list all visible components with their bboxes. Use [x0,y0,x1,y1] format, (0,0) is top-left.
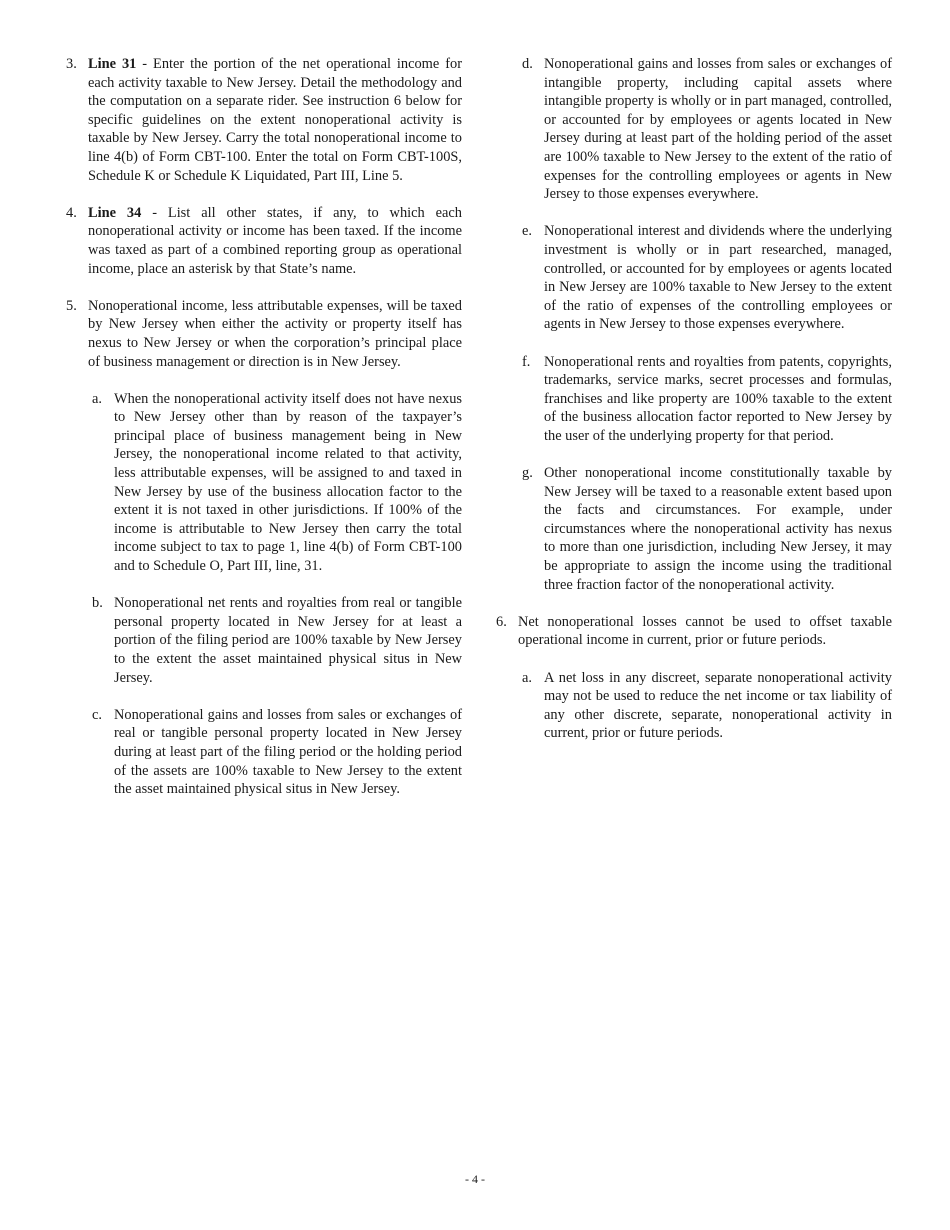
lettered-subitem [66,706,462,799]
lettered-subitem [496,353,892,446]
item-text [88,297,462,371]
left-column [66,55,462,817]
item-text [88,204,462,278]
numbered-item [66,55,462,185]
lettered-subitem [496,464,892,594]
item-body: Other nonoperational income constitutionally taxable by New Jersey will be taxed to a reasonable extent based upon the facts and circumstances. For example, under circumstances where the nonoperational activity has nexus to more than one jurisdiction, including New Jersey, it may be appropriate to assign the income using the traditional three fraction factor of the nonoperational activity. [544,465,892,593]
item-body: - Enter the portion of the net operational income for each activity taxable to New Jersey. Detail the methodology and the computation on a separate rider. See instruction 6 below for specific guidelines on the extent nonoperational activity is taxable by New Jersey. Carry the total nonoperational income to line 4(b) of Form CBT-100. Enter the total on Form CBT-100S, Schedule K or Schedule K Liquidated, Part III, Line 5. [88,56,462,184]
item-body: Nonoperational gains and losses from sales or exchanges of intangible property, including capital assets where intangible property is wholly or in part managed, controlled, or accounted for by employees or agents located in New Jersey during at least part of the holding period of the asset are 100% taxable to New Jersey to the extent of the ratio of expenses for the controlling employees or agents in New Jersey to those expenses everywhere. [544,56,892,203]
item-body: - List all other states, if any, to which each nonoperational activity or income has been taxed. If the income was taxed as part of a combined reporting group as operational income, place an asterisk by that State’s name. [88,204,462,277]
item-text [114,706,462,799]
page-number: - 4 - [465,1172,485,1186]
numbered-item [66,297,462,371]
lettered-subitem [66,390,462,576]
item-marker: c. [92,706,102,723]
lettered-subitem [66,594,462,687]
item-body: When the nonoperational activity itself does not have nexus to New Jersey other than by reason of the taxpayer’s principal place of business management being in New Jersey, the nonoperational income related to that activity, less attributable expenses, will be assigned to and taxed in New Jersey by use of the business allocation factor to the extent it is not taxed in other jurisdictions. If 100% of the income is attributable to New Jersey then carry the total income subject to tax to page 1, line 4(b) of Form CBT-100 and to Schedule O, Part III, line, 31. [114,390,462,575]
item-marker: 5. [66,297,77,314]
lettered-subitem [496,222,892,334]
item-marker: 3. [66,56,77,72]
numbered-item [66,204,462,278]
item-text [88,55,462,185]
item-marker: d. [522,56,533,72]
item-body: Nonoperational rents and royalties from patents, copyrights, trademarks, service marks, secret processes and formulas, franchises and like property are 100% taxable to the extent of the business allocation factor reported to New Jersey by the user of the underlying property for that period. [544,353,892,444]
item-text [544,353,892,446]
item-marker: b. [92,595,103,612]
item-marker: a. [92,390,102,407]
item-body: Nonoperational interest and dividends where the underlying investment is wholly or in part researched, managed, controlled, or accounted for by employees or agents located in New Jersey are 100% taxable to New Jersey to the extent of the ratio of expenses of the controlling employees or agents in New Jersey to those expenses everywhere. [544,223,892,333]
item-marker: f. [522,353,531,370]
item-text [544,669,892,743]
lettered-subitem [496,669,892,743]
item-text [544,464,892,594]
item-text [544,55,892,204]
item-body: A net loss in any discreet, separate nonoperational activity may not be used to reduce the net income or tax liability of any other discrete, separate, nonoperational activity in current, prior or future periods. [544,669,892,742]
line-reference: Line 34 [88,204,142,221]
item-text [518,613,892,650]
item-body: Nonoperational net rents and royalties from real or tangible personal property located in New Jersey for at least a portion of the filing period are 100% taxable by New Jersey to the extent the asset maintained physical situs in New Jersey. [114,595,462,686]
item-marker: 6. [496,613,507,630]
item-marker: 4. [66,204,77,221]
item-text [114,594,462,687]
item-body: Nonoperational gains and losses from sales or exchanges of real or tangible personal property located in New Jersey during at least part of the filing period or the holding period of the assets are 100% taxable to New Jersey to the extent the asset maintained physical situs in New Jersey. [114,706,462,798]
numbered-item [496,613,892,650]
item-body: Nonoperational income, less attributable expenses, will be taxed by New Jersey when either the activity or property itself has nexus to New Jersey or when the corporation’s principal place of business management or direction is in New Jersey. [88,297,462,370]
right-column [496,55,892,762]
item-text [114,390,462,576]
item-marker: e. [522,223,532,240]
item-marker: g. [522,465,533,482]
item-marker: a. [522,669,532,686]
item-text [544,222,892,334]
item-body: Net nonoperational losses cannot be used to offset taxable operational income in current, prior or future periods. [518,613,892,649]
line-reference: Line 31 [88,56,137,72]
lettered-subitem [496,55,892,204]
